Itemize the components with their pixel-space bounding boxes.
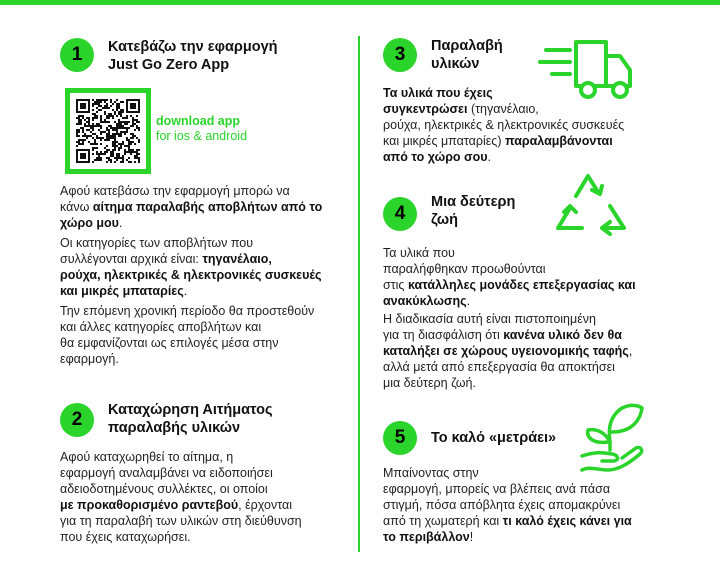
step-3-title [431,37,503,73]
recycle-icon [544,166,636,254]
step-5-paragraph-1: Μπαίνοντας στην εφαρμογή, μπορείς να βλέπεις ανά πάσα στιγμή, πόσα απόβλητα έχεις απομακρύνει από τη χωματερή και τι καλό έχεις κάνει για το περιβάλλον! [383,466,632,544]
qr-code[interactable] [65,88,151,174]
download-platforms-label: for ios & android [156,129,248,143]
step-3-title-line-2: υλικών [431,56,480,72]
step-3-badge: 3 [383,38,417,72]
step-4-badge: 4 [383,197,417,231]
step-2-title-line-2: παραλαβής υλικών [108,420,241,436]
step-1-title-line-1: Κατεβάζω την εφαρμογή [108,39,278,55]
step-4-paragraph-1: Τα υλικά που παραλήφθηκαν προωθούνται στις κατάλληλες μονάδες επεξεργασίας και ανακύκλωσης. [383,246,636,308]
step-5-title: Το καλό «μετράει» [431,430,557,446]
step-2-title-line-1: Καταχώρηση Αιτήματος [108,402,273,418]
step-4-title-line-1: Μια δεύτερη [431,194,516,210]
step-2-badge: 2 [60,403,94,437]
step-2-paragraph-1: Αφού καταχωρηθεί το αίτημα, η εφαρμογή αναλαμβάνει να ειδοποιήσει αδειοδοτημένους συλλέκτες, οι οποίοι με προκαθορισμένο ραντεβού, έρχονται για τη παραλαβή των υλικών στη διεύθυνση που έχεις καταχωρήσει. [60,450,302,544]
step-1-paragraph-1: Αφού κατεβάσω την εφαρμογή μπορώ να κάνω αίτημα παραλαβής αποβλήτων από το χώρο μου. [60,184,323,230]
step-1-paragraph-3: Την επόμενη χρονική περίοδο θα προστεθούν και άλλες κατηγορίες αποβλήτων και θα εμφανίζονται ως επιλογές μέσα στην εφαρμογή. [60,304,315,366]
step-1-paragraph-2: Οι κατηγορίες των αποβλήτων που συλλέγονται αρχικά είναι: τηγανέλαιο, ρούχα, ηλεκτρικές & ηλεκτρονικές συσκευές και μικρές μπαταρίες. [60,236,322,298]
step-1-title [108,38,278,74]
step-4-title [431,193,515,229]
step-1-badge: 1 [60,38,94,72]
step-3-title-line-1: Παραλαβή [431,38,503,54]
qr-code-icon [76,99,140,163]
step-3-paragraph-1: Τα υλικά που έχεις συγκεντρώσει (τηγανέλαιο, ρούχα, ηλεκτρικές & ηλεκτρονικές συσκευές και μικρές μπαταρίες) παραλαμβάνονται από το χώρο σου. [383,86,625,164]
top-accent-bar [0,0,720,5]
step-2-title [108,401,273,437]
step-1-title-line-2: Just Go Zero App [108,57,230,73]
column-divider [358,36,360,552]
step-4-title-line-2: ζωή [431,212,458,228]
step-5-badge: 5 [383,421,417,455]
step-4-paragraph-2: Η διαδικασία αυτή είναι πιστοποιημένη για τη διασφάλιση ότι κανένα υλικό δεν θα καταλήξει σε χώρους υγειονομικής ταφής, αλλά μετά από επεξεργασία θα αποκτήσει μια δεύτερη ζωή. [383,312,633,390]
download-app-label[interactable]: download app [156,114,241,128]
